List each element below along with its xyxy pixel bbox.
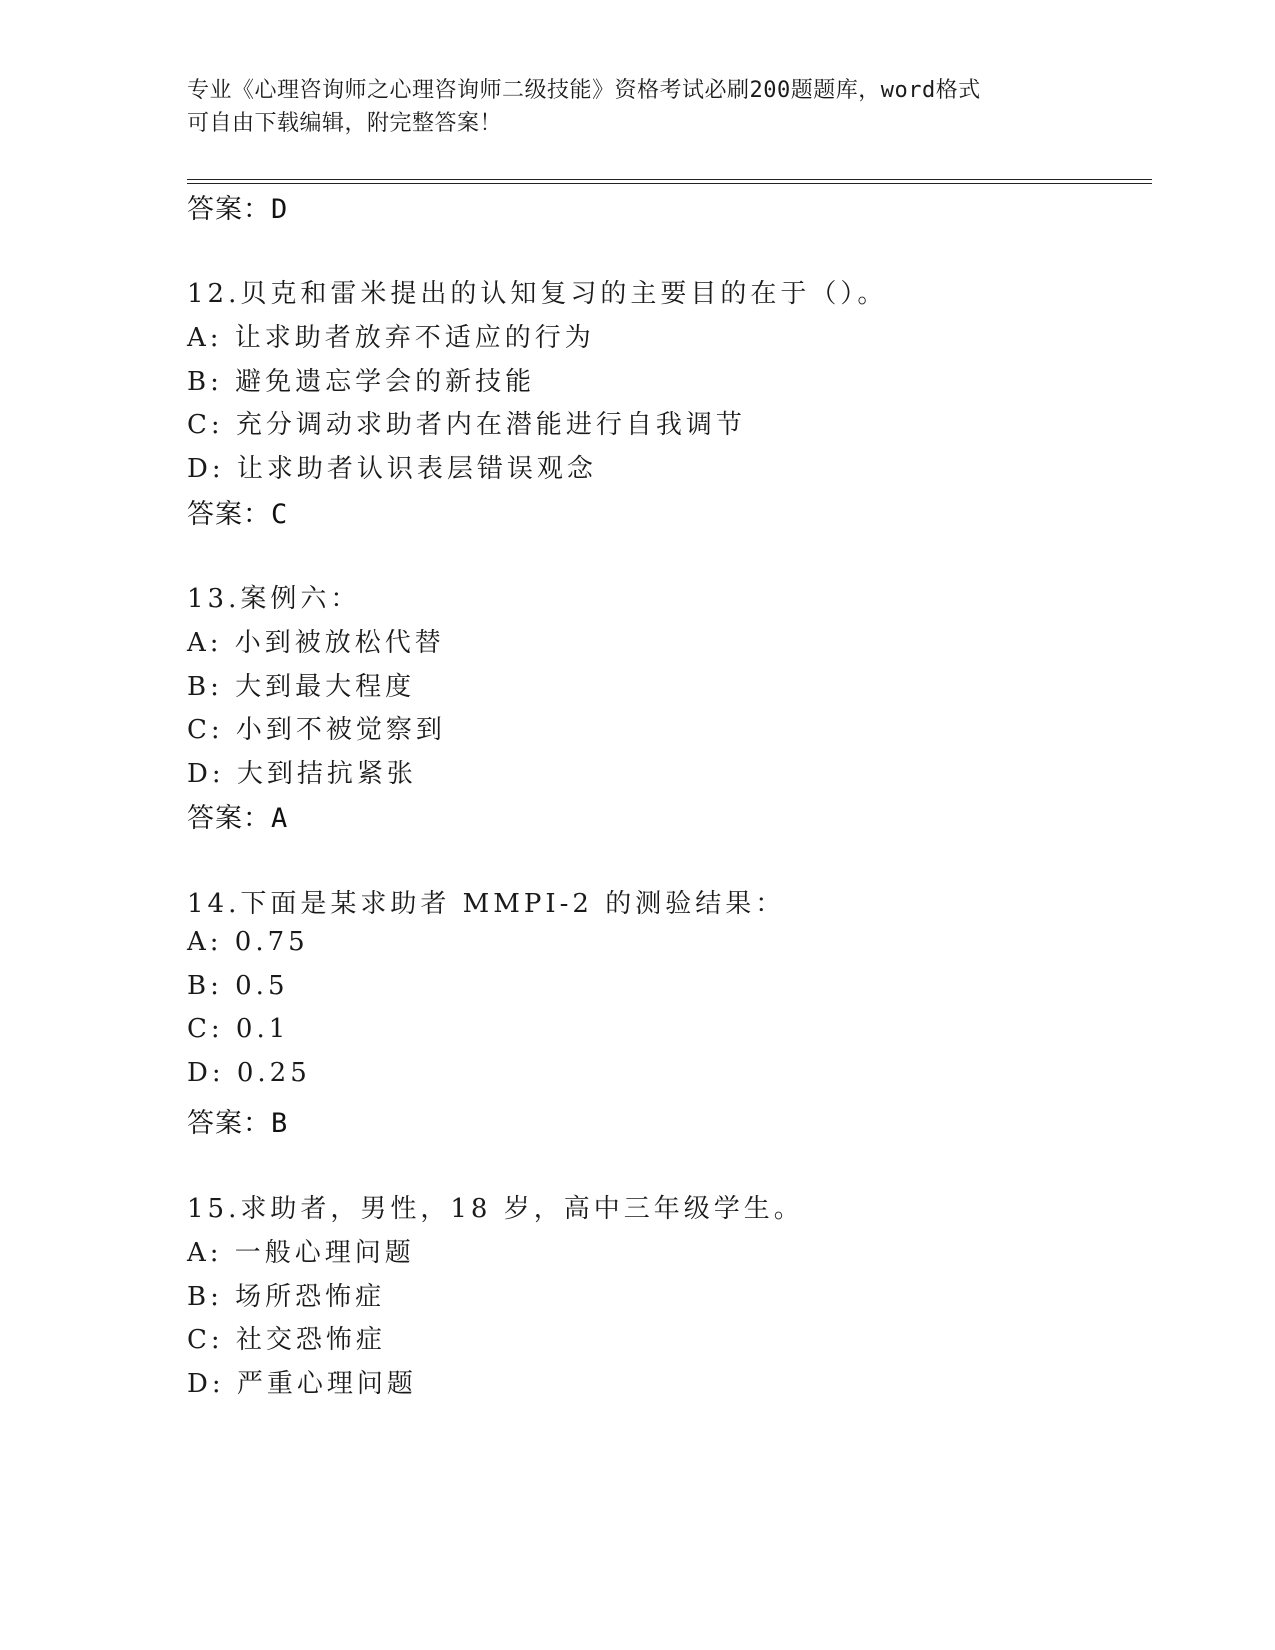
option-c: C: 0.1	[187, 1014, 290, 1044]
answer-value: D	[271, 194, 289, 225]
answer-line	[187, 187, 288, 226]
option-b: B: 场所恐怖症	[187, 1282, 386, 1312]
document-header	[187, 74, 1067, 140]
question-stem: 15.求助者，男性，18 岁，高中三年级学生。	[187, 1194, 804, 1224]
option-a: A: 0.75	[187, 927, 309, 957]
answer-label: 答案：	[187, 194, 271, 225]
option-a: A: 一般心理问题	[187, 1238, 415, 1268]
option-d: D: 0.25	[187, 1058, 311, 1088]
option-c: C: 小到不被觉察到	[187, 715, 446, 745]
option-d: D: 让求助者认识表层错误观念	[187, 454, 597, 484]
header-rule-top	[187, 179, 1152, 180]
header-line-2: 可自由下载编辑，附完整答案！	[187, 111, 503, 136]
question-stem: 14.下面是某求助者 MMPI-2 的测验结果：	[187, 889, 786, 919]
header-line-1: 专业《心理咨询师之心理咨询师二级技能》资格考试必刷200题题库，word格式	[187, 78, 981, 103]
option-b: B: 0.5	[187, 971, 289, 1001]
answer-value: B	[271, 1108, 289, 1139]
option-d: D: 严重心理问题	[187, 1369, 417, 1399]
question-stem: 13.案例六：	[187, 584, 361, 614]
option-c: C: 充分调动求助者内在潜能进行自我调节	[187, 410, 746, 440]
answer-value: A	[271, 803, 289, 834]
header-rule-bottom	[187, 183, 1152, 184]
option-a: A: 小到被放松代替	[187, 628, 445, 658]
answer-line	[187, 492, 288, 531]
option-c: C: 社交恐怖症	[187, 1325, 386, 1355]
option-d: D: 大到拮抗紧张	[187, 759, 417, 789]
answer-label: 答案：	[187, 499, 271, 530]
answer-label: 答案：	[187, 803, 271, 834]
answer-value: C	[271, 499, 289, 530]
answer-label: 答案：	[187, 1108, 271, 1139]
option-a: A: 让求助者放弃不适应的行为	[187, 323, 595, 353]
answer-line	[187, 796, 288, 835]
option-b: B: 大到最大程度	[187, 672, 416, 702]
answer-line	[187, 1101, 288, 1140]
option-b: B: 避免遗忘学会的新技能	[187, 367, 536, 397]
question-stem: 12.贝克和雷米提出的认知复习的主要目的在于（）。	[187, 279, 888, 309]
